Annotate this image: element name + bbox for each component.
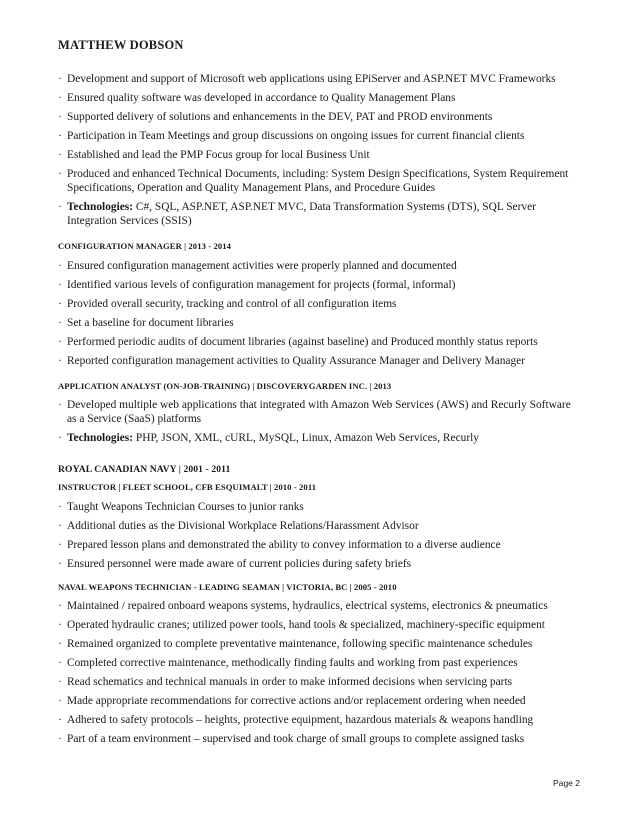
list-item: · Identified various levels of configuration management for projects (formal, informal) <box>58 278 578 292</box>
section1-list <box>58 72 578 233</box>
list-item: · Reported configuration management activities to Quality Assurance Manager and Delivery Manager <box>58 354 578 368</box>
list-item: · Ensured personnel were made aware of current policies during safety briefs <box>58 557 578 571</box>
section4-list <box>58 500 578 576</box>
list-item: · Prepared lesson plans and demonstrated the ability to convey information to a diverse audience <box>58 538 578 552</box>
technologies-value: C#, SQL, ASP.NET, ASP.NET MVC, Data Transformation Systems (DTS), SQL Server Integration Services (SSIS) <box>67 201 536 227</box>
list-item: · Additional duties as the Divisional Workplace Relations/Harassment Advisor <box>58 519 578 533</box>
list-item: · Developed multiple web applications that integrated with Amazon Web Services (AWS) and Recurly Software as a Service (SaaS) platforms <box>58 398 578 426</box>
page-number: Page 2 <box>553 778 580 788</box>
technologies-label: Technologies: <box>67 201 134 213</box>
list-item: · Part of a team environment – supervised and took charge of small groups to complete assigned tasks <box>58 732 578 746</box>
list-item: · Completed corrective maintenance, methodically finding faults and working from past experiences <box>58 656 578 670</box>
list-item: · Produced and enhanced Technical Documents, including: System Design Specifications, System Requirement Specifications, Operation and Quality Management Plans, and Procedure Guides <box>58 167 578 195</box>
list-item: · Ensured configuration management activities were properly planned and documented <box>58 259 578 273</box>
list-item: · Taught Weapons Technician Courses to junior ranks <box>58 500 578 514</box>
list-item: · Ensured quality software was developed in accordance to Quality Management Plans <box>58 91 578 105</box>
section3-heading: APPLICATION ANALYST (ON-JOB-TRAINING) | DISCOVERYGARDEN INC. | 2013 <box>58 381 392 391</box>
list-item: · Read schematics and technical manuals in order to make informed decisions when servicing parts <box>58 675 578 689</box>
section4-subheading: INSTRUCTOR | FLEET SCHOOL, CFB ESQUIMALT | 2010 - 2011 <box>58 482 317 492</box>
list-item: · Adhered to safety protocols – heights, protective equipment, hazardous materials & weapons handling <box>58 713 578 727</box>
list-item: · Set a baseline for document libraries <box>58 316 578 330</box>
technologies-item <box>58 431 578 445</box>
section4-heading: ROYAL CANADIAN NAVY | 2001 - 2011 <box>58 464 231 475</box>
section5-list <box>58 599 578 751</box>
section5-heading: NAVAL WEAPONS TECHNICIAN - LEADING SEAMAN | VICTORIA, BC | 2005 - 2010 <box>58 582 397 592</box>
list-item: · Established and lead the PMP Focus group for local Business Unit <box>58 148 578 162</box>
list-item: · Supported delivery of solutions and enhancements in the DEV, PAT and PROD environments <box>58 110 578 124</box>
technologies-value: PHP, JSON, XML, cURL, MySQL, Linux, Amazon Web Services, Recurly <box>133 432 479 444</box>
list-item: · Provided overall security, tracking and control of all configuration items <box>58 297 578 311</box>
section2-heading: CONFIGURATION MANAGER | 2013 - 2014 <box>58 241 232 251</box>
section3-list <box>58 398 578 450</box>
technologies-item <box>58 200 578 228</box>
list-item: · Operated hydraulic cranes; utilized power tools, hand tools & specialized, machinery-specific equipment <box>58 618 578 632</box>
list-item: · Remained organized to complete preventative maintenance, following specific maintenance schedules <box>58 637 578 651</box>
candidate-name: MATTHEW DOBSON <box>58 38 184 52</box>
section2-list <box>58 259 578 373</box>
technologies-label: Technologies: <box>67 432 134 444</box>
list-item: · Development and support of Microsoft web applications using EPiServer and ASP.NET MVC Frameworks <box>58 72 578 86</box>
list-item: · Participation in Team Meetings and group discussions on ongoing issues for current financial clients <box>58 129 578 143</box>
list-item: · Made appropriate recommendations for corrective actions and/or replacement ordering when needed <box>58 694 578 708</box>
list-item: · Performed periodic audits of document libraries (against baseline) and Produced monthly status reports <box>58 335 578 349</box>
list-item: · Maintained / repaired onboard weapons systems, hydraulics, electrical systems, electronics & pneumatics <box>58 599 578 613</box>
